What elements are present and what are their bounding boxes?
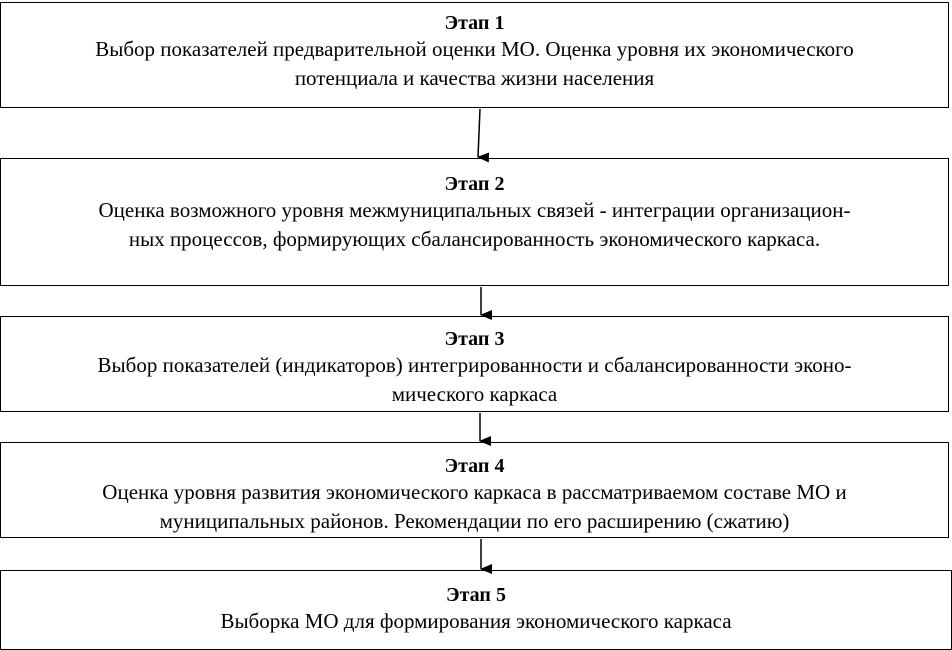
stage-3-title: Этап 3: [444, 328, 505, 350]
arrow-stage-1-to-2: [478, 109, 480, 157]
stage-4-title: Этап 4: [444, 455, 505, 477]
stage-3-text-line-1: Выбор показателей (индикаторов) интегрированности и сбалансированности эконо-: [97, 353, 852, 377]
stage-5-text-line-1: Выборка МО для формирования экономического каркаса: [220, 609, 732, 633]
stage-5-title: Этап 5: [446, 584, 506, 606]
stage-5-box: [0, 570, 952, 650]
stage-1-title: Этап 1: [444, 12, 505, 34]
stage-1-box: [0, 2, 949, 108]
stage-2-title: Этап 2: [444, 173, 505, 195]
stage-2-text-line-1: Оценка возможного уровня межмуниципальных связей - интеграции организацион-: [98, 198, 851, 222]
stage-2-box: [0, 158, 949, 286]
stage-3-box: [0, 316, 949, 412]
stage-1-text-line-2: потенциала и качества жизни населения: [294, 66, 655, 90]
stage-4-box: [0, 442, 949, 538]
stage-2-text-line-2: ных процессов, формирующих сбалансированность экономического каркаса.: [128, 227, 821, 251]
stage-1-text-line-1: Выбор показателей предварительной оценки МО. Оценка уровня их экономического: [95, 37, 854, 61]
stage-4-text-line-1: Оценка уровня развития экономического каркаса в рассматриваемом составе МО и: [102, 480, 847, 504]
stage-3-text-line-2: мического каркаса: [391, 382, 558, 406]
stage-4-text-line-2: муниципальных районов. Рекомендации по его расширению (сжатию): [159, 509, 790, 533]
